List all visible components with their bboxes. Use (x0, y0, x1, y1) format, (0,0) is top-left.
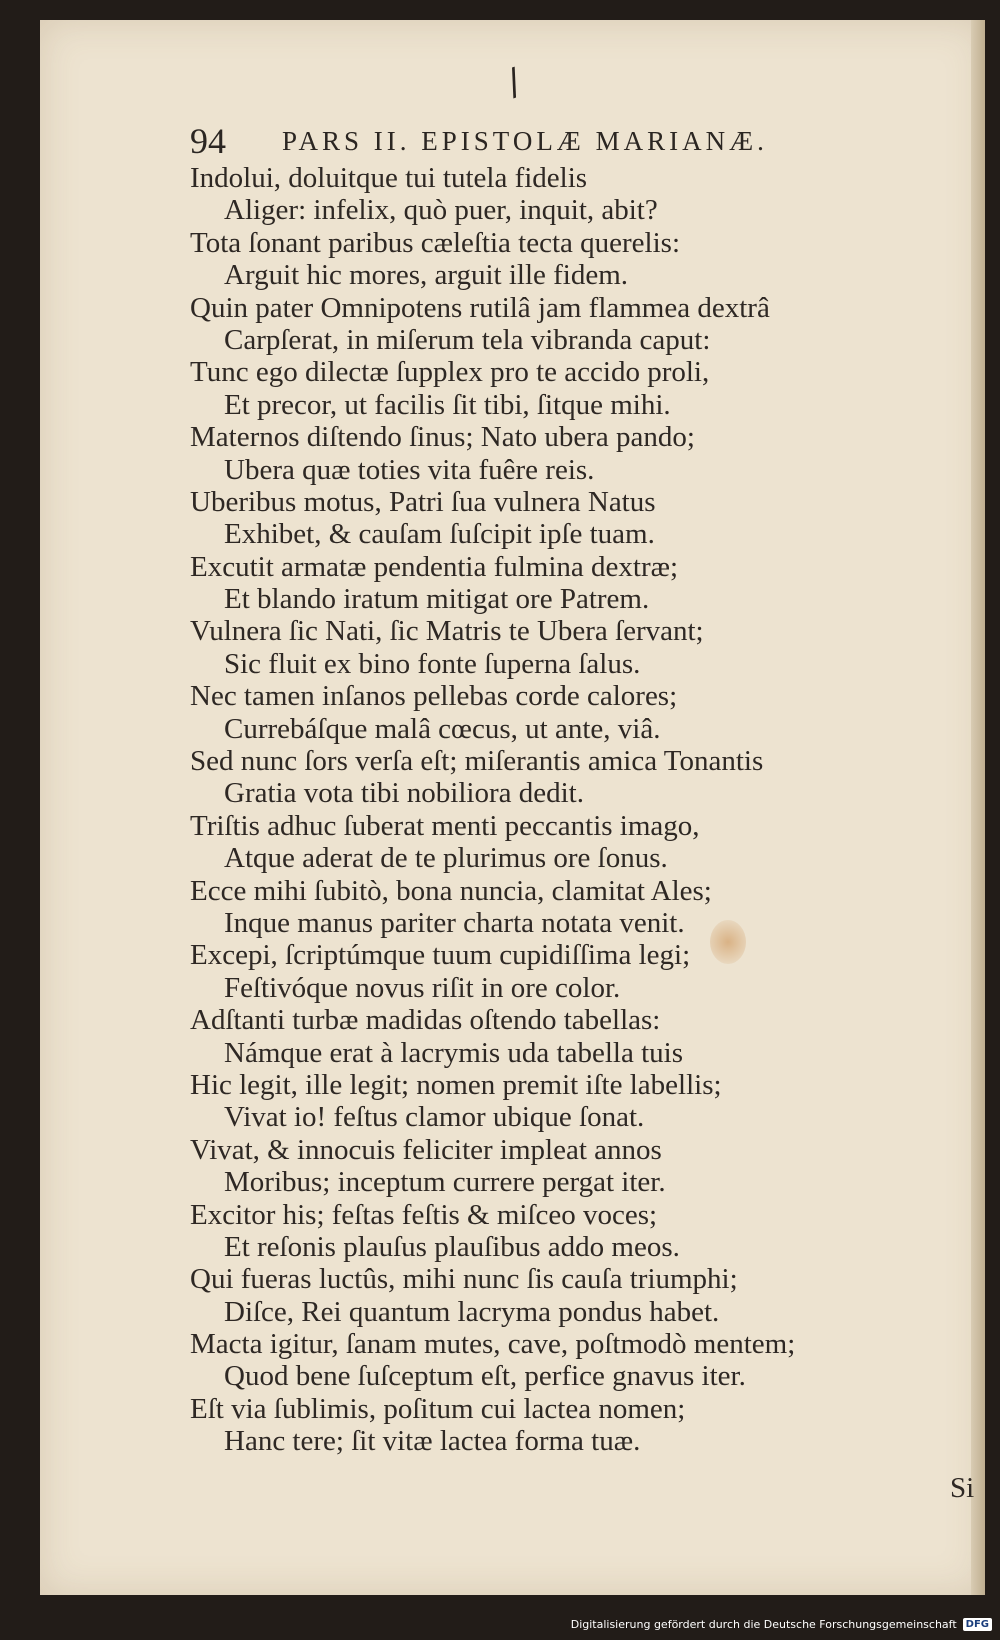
running-head: PARS II. EPISTOLÆ MARIANÆ. (282, 126, 768, 156)
verse-line-hexameter: Excitor his; feſtas feſtis & miſceo voces; (190, 1198, 658, 1231)
verse-line-hexameter: Tunc ego dilectæ ſupplex pro te accido proli, (190, 356, 710, 389)
verse-line-pentameter: Carpſerat, in miſerum tela vibranda caput: (224, 323, 711, 356)
dfg-logo-icon: DFG (963, 1618, 992, 1631)
verse-line-pentameter: Arguit hic mores, arguit ille fidem. (224, 259, 629, 292)
verse-line-pentameter: Hanc tere; ſit vitæ lactea forma tuæ. (224, 1425, 641, 1458)
verse-line-hexameter: Adſtanti turbæ madidas oſtendo tabellas: (190, 1004, 661, 1037)
verse-line-hexameter: Vivat, & innocuis feliciter impleat annos (190, 1133, 662, 1166)
page-edge (971, 20, 985, 1595)
verse-line-hexameter: Indolui, doluitque tui tutela fidelis (190, 162, 588, 194)
verse-line-hexameter: Quin pater Omnipotens rutilâ jam flammea dextrâ (190, 291, 770, 324)
verse-line-pentameter: Námque erat à lacrymis uda tabella tuis (224, 1036, 683, 1069)
book-page (40, 20, 985, 1595)
page-header (190, 120, 890, 162)
verse-line-pentameter: Et precor, ut facilis ſit tibi, ſitque mihi. (224, 388, 671, 421)
verse-line-pentameter: Et reſonis plauſus plauſibus addo meos. (224, 1230, 680, 1263)
verse-line-hexameter: Qui fueras luctûs, mihi nunc ſis cauſa triumphi; (190, 1263, 738, 1296)
verse-line-hexameter: Ecce mihi ſubitò, bona nuncia, clamitat Ales; (190, 874, 712, 907)
verse-line-pentameter: Ubera quæ toties vita fuêre reis. (224, 453, 595, 486)
verse-line-pentameter: Exhibet, & cauſam ſuſcipit ipſe tuam. (224, 518, 655, 551)
verse-line-hexameter: Sed nunc ſors verſa eſt; miſerantis amica Tonantis (190, 745, 764, 778)
verse-line-hexameter: Hic legit, ille legit; nomen premit iſte labellis; (190, 1068, 722, 1101)
digitization-credit (571, 1614, 992, 1634)
verse-line-hexameter: Macta igitur, ſanam mutes, cave, poſtmodò mentem; (190, 1328, 796, 1361)
poem-text (190, 162, 950, 1458)
credit-text: Digitalisierung gefördert durch die Deutsche Forschungsgemeinschaft (570, 1617, 957, 1631)
verse-line-pentameter: Currebáſque malâ cœcus, ut ante, viâ. (224, 712, 661, 745)
verse-line-pentameter: Aliger: infelix, quò puer, inquit, abit? (224, 194, 658, 227)
verse-line-pentameter: Diſce, Rei quantum lacryma pondus habet. (224, 1295, 720, 1328)
verse-line-pentameter: Moribus; inceptum currere pergat iter. (224, 1166, 666, 1199)
page-number: 94 (190, 121, 226, 161)
verse-line-pentameter: Sic fluit ex bino fonte ſuperna ſalus. (224, 647, 641, 680)
verse-line-pentameter: Quod bene ſuſceptum eſt, perfice gnavus iter. (224, 1360, 746, 1393)
verse-line-pentameter: Gratia vota tibi nobiliora dedit. (224, 777, 584, 810)
verse-line-hexameter: Maternos diſtendo ſinus; Nato ubera pando; (190, 421, 695, 454)
verse-line-hexameter: Triſtis adhuc ſuberat menti peccantis imago, (190, 809, 700, 842)
ink-mark: / (501, 61, 527, 104)
verse-line-pentameter: Et blando iratum mitigat ore Patrem. (224, 583, 650, 616)
verse-line-pentameter: Feſtivóque novus riſit in ore color. (224, 971, 621, 1004)
verse-line-hexameter: Vulnera ſic Nati, ſic Matris te Ubera ſervant; (190, 615, 704, 648)
verse-line-pentameter: Vivat io! feſtus clamor ubique ſonat. (224, 1101, 645, 1134)
verse-line-hexameter: Tota ſonant paribus cæleſtia tecta querelis: (190, 226, 680, 259)
verse-line-hexameter: Excutit armatæ pendentia fulmina dextræ; (190, 550, 679, 583)
catchword: Si (950, 1472, 975, 1504)
verse-line-hexameter: Uberibus motus, Patri ſua vulnera Natus (190, 485, 656, 518)
verse-line-hexameter: Nec tamen inſanos pellebas corde calores; (190, 680, 678, 713)
verse-line-pentameter: Inque manus pariter charta notata venit. (224, 906, 685, 939)
verse-line-hexameter: Excepi, ſcriptúmque tuum cupidiſſima legi; (190, 939, 691, 972)
verse-line-pentameter: Atque aderat de te plurimus ore ſonus. (224, 842, 668, 875)
verse-line-hexameter: Eſt via ſublimis, poſitum cui lactea nomen; (190, 1392, 686, 1425)
